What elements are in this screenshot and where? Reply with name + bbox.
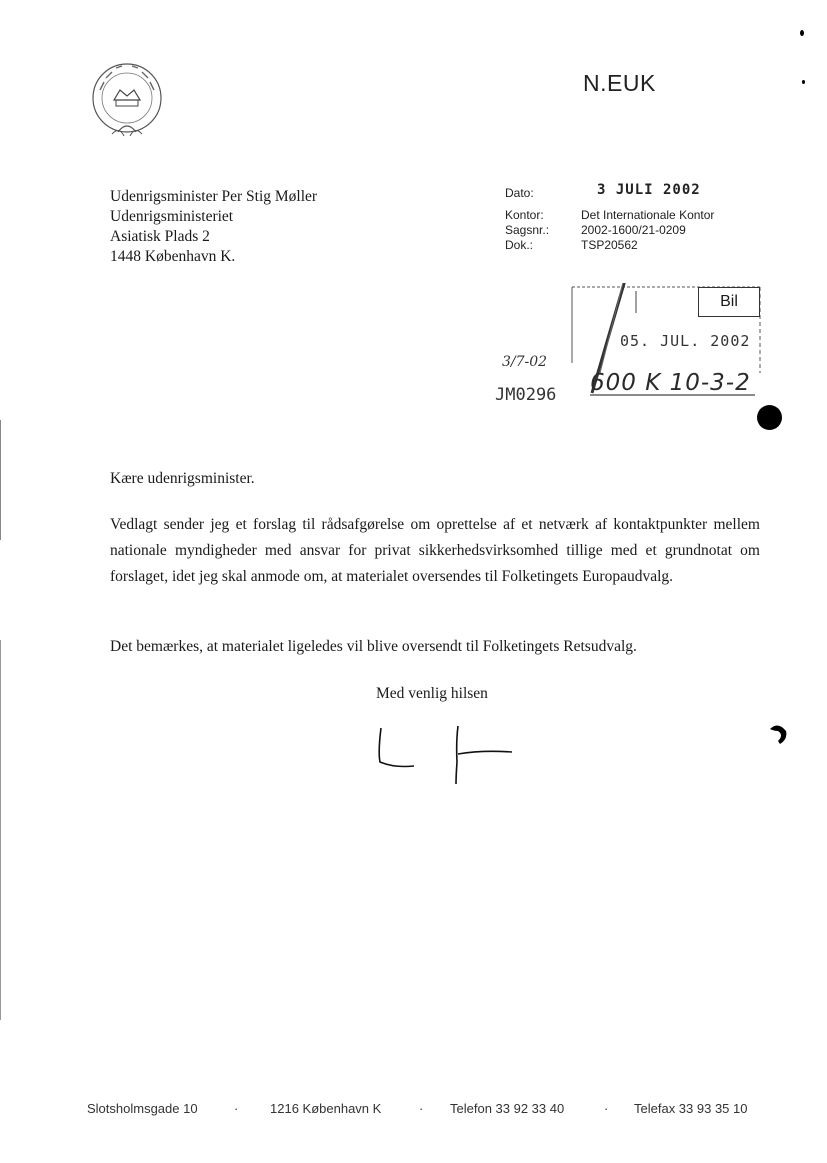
dok-value: TSP20562 xyxy=(581,238,638,252)
footer-address: Slotsholmsgade 10 xyxy=(87,1101,198,1116)
punch-hole-mark xyxy=(757,405,782,430)
body-paragraph-2: Det bemærkes, at materialet ligeledes vil blive oversendt til Folketingets Retsudvalg. xyxy=(110,638,637,655)
journal-code: JM0296 xyxy=(495,385,557,405)
footer-separator: · xyxy=(604,1101,609,1116)
scan-speck xyxy=(802,80,805,84)
date-value: 3 JULI 2002 xyxy=(597,182,701,198)
bil-box: Bil xyxy=(698,287,760,317)
recipient-address xyxy=(110,187,317,267)
journal-number: 600 K 10-3-2 xyxy=(590,370,751,396)
recipient-line: Udenrigsminister Per Stig Møller xyxy=(110,188,318,205)
salutation: Kære udenrigsminister. xyxy=(110,470,255,487)
stamp-code: N.EUK xyxy=(583,70,656,96)
body-paragraph-1: Vedlagt sender jeg et forslag til rådsafgørelse om oprettelse af et netværk af kontaktpunkter mellem nationale myndigheder med ansvar for privat sikkerhedsvirksomhed tillige med et grundnotat om forslaget, idet jeg skal anmode om, at materialet oversendes til Folketingets Europaudvalg. xyxy=(110,516,760,585)
margin-line xyxy=(0,420,1,540)
ink-mark xyxy=(766,723,788,745)
ministry-crest-logo xyxy=(86,60,168,146)
closing: Med venlig hilsen xyxy=(376,685,488,702)
dok-label: Dok.: xyxy=(505,238,534,252)
recipient-line: Udenrigsministeriet xyxy=(110,208,234,225)
footer-phone: Telefon 33 92 33 40 xyxy=(450,1101,565,1116)
sagsnr-label: Sagsnr.: xyxy=(505,223,550,237)
received-date: 05. JUL. 2002 xyxy=(620,332,751,350)
footer-separator: · xyxy=(419,1101,424,1116)
kontor-label: Kontor: xyxy=(505,208,544,222)
sagsnr-value: 2002-1600/21-0209 xyxy=(581,223,686,237)
margin-line xyxy=(0,640,1,1020)
kontor-value: Det Internationale Kontor xyxy=(581,208,715,222)
handwritten-signature xyxy=(372,722,522,788)
scan-speck xyxy=(800,30,804,36)
recipient-line: Asiatisk Plads 2 xyxy=(110,228,210,245)
footer-separator: · xyxy=(234,1101,239,1116)
footer-fax: Telefax 33 93 35 10 xyxy=(634,1101,748,1116)
footer-city: 1216 København K xyxy=(270,1101,382,1116)
recipient-line: 1448 København K. xyxy=(110,248,236,265)
date-label: Dato: xyxy=(505,186,534,200)
handwritten-date: 3/7-02 xyxy=(502,354,548,370)
